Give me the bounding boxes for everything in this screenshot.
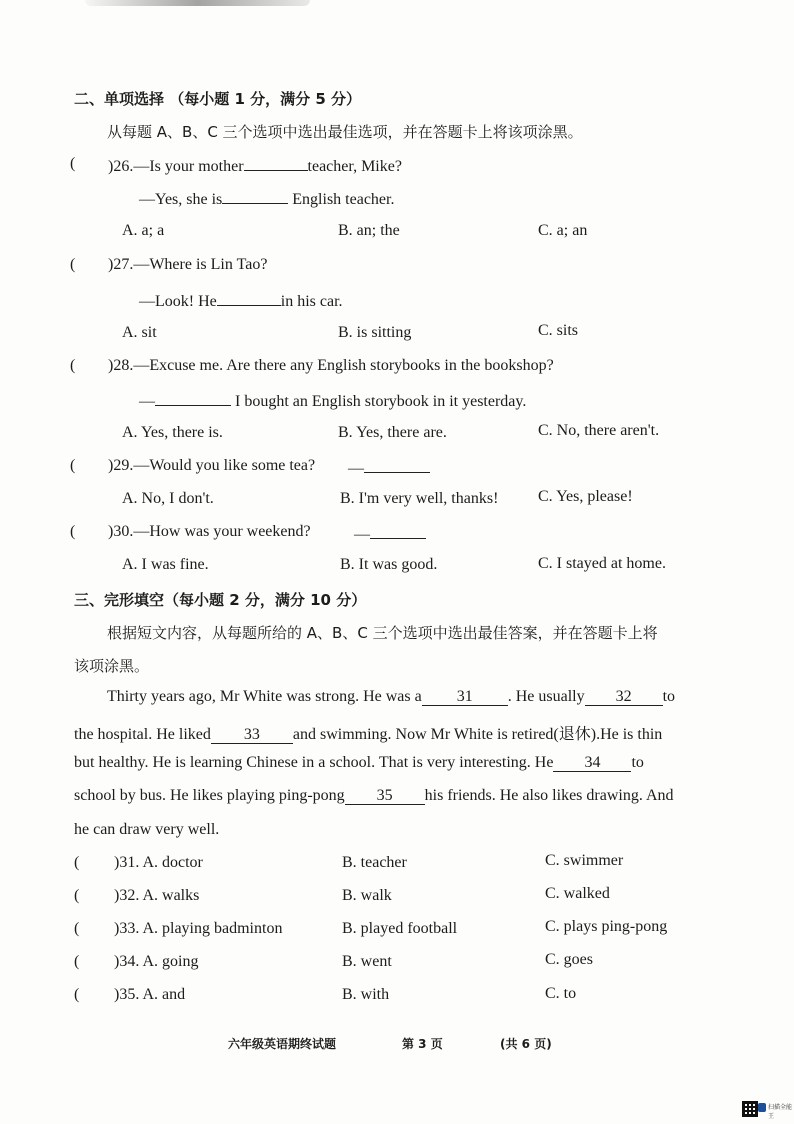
section3-heading: 三、完形填空（每小题 2 分，满分 10 分） bbox=[74, 591, 367, 609]
option-c: C. No, there aren't. bbox=[538, 422, 660, 439]
option-b: B. an; the bbox=[338, 222, 400, 239]
option-c: C. swimmer bbox=[545, 852, 624, 869]
footer-title: 六年级英语期终试题 bbox=[228, 1037, 337, 1051]
option-a: A. walks bbox=[142, 887, 200, 904]
passage-line-5: he can draw very well. bbox=[74, 821, 220, 838]
answer-paren[interactable]: ( bbox=[74, 887, 80, 904]
answer-paren[interactable]: ( bbox=[70, 155, 76, 172]
option-b: B. teacher bbox=[342, 854, 407, 871]
option-b: B. played football bbox=[342, 920, 458, 937]
question-number: )26. bbox=[108, 158, 134, 175]
section2-heading: 二、单项选择 （每小题 1 分，满分 5 分） bbox=[74, 90, 361, 108]
answer-paren[interactable]: ( bbox=[70, 357, 76, 374]
option-a: A. I was fine. bbox=[122, 556, 209, 573]
blank-31: 31 bbox=[422, 689, 508, 706]
option-c: C. plays ping-pong bbox=[545, 918, 668, 935]
scan-smudge bbox=[85, 0, 310, 6]
answer-blank bbox=[370, 523, 426, 539]
section2-instruction: 从每题 A、B、C 三个选项中选出最佳选项，并在答题卡上将该项涂黑。 bbox=[107, 123, 583, 141]
option-a: A. Yes, there is. bbox=[122, 424, 223, 441]
scanner-watermark: 扫描全能王 bbox=[768, 1104, 793, 1120]
option-a: A. going bbox=[142, 953, 199, 970]
answer-blank bbox=[155, 390, 231, 406]
option-c: C. Yes, please! bbox=[538, 488, 633, 505]
question-number: )35. bbox=[114, 986, 140, 1003]
option-a: A. playing badminton bbox=[142, 920, 283, 937]
section3-instruction-line1: 根据短文内容，从每题所给的 A、B、C 三个选项中选出最佳答案，并在答题卡上将 bbox=[107, 624, 658, 642]
question-number: )33. bbox=[114, 920, 140, 937]
answer-paren[interactable]: ( bbox=[70, 457, 76, 474]
section3-instruction-line2: 该项涂黑。 bbox=[74, 657, 150, 675]
question-number: )29. bbox=[108, 457, 134, 474]
answer-blank bbox=[217, 290, 281, 306]
answer-paren[interactable]: ( bbox=[74, 920, 80, 937]
option-b: B. Yes, there are. bbox=[338, 424, 447, 441]
option-a: A. sit bbox=[122, 324, 157, 341]
question-number: )32. bbox=[114, 887, 140, 904]
question-number: )28. bbox=[108, 357, 134, 374]
option-b: B. walk bbox=[342, 887, 392, 904]
question-number: )34. bbox=[114, 953, 140, 970]
option-a: A. and bbox=[142, 986, 186, 1003]
footer-page: 第 3 页 bbox=[402, 1037, 443, 1051]
option-a: A. a; a bbox=[122, 222, 165, 239]
option-b: B. with bbox=[342, 986, 390, 1003]
footer-total-pages: (共 6 页) bbox=[500, 1037, 552, 1051]
option-c: C. goes bbox=[545, 951, 593, 968]
option-b: B. I'm very well, thanks! bbox=[340, 490, 499, 507]
answer-blank bbox=[222, 188, 288, 204]
scanner-logo-icon bbox=[758, 1103, 766, 1112]
option-c: C. a; an bbox=[538, 222, 588, 239]
option-a: A. No, I don't. bbox=[122, 490, 214, 507]
blank-33: 33 bbox=[211, 727, 293, 744]
answer-paren[interactable]: ( bbox=[74, 854, 80, 871]
option-a: A. doctor bbox=[142, 854, 203, 871]
answer-paren[interactable]: ( bbox=[74, 953, 80, 970]
option-c: C. sits bbox=[538, 322, 579, 339]
answer-blank bbox=[364, 457, 430, 473]
blank-32: 32 bbox=[585, 689, 663, 706]
blank-35: 35 bbox=[345, 788, 425, 805]
option-b: B. is sitting bbox=[338, 324, 412, 341]
qr-code-icon bbox=[742, 1101, 758, 1117]
answer-paren[interactable]: ( bbox=[74, 986, 80, 1003]
option-b: B. went bbox=[342, 953, 392, 970]
answer-paren[interactable]: ( bbox=[70, 523, 76, 540]
question-number: )31. bbox=[114, 854, 140, 871]
option-c: C. I stayed at home. bbox=[538, 555, 666, 572]
option-c: C. to bbox=[545, 985, 577, 1002]
answer-paren[interactable]: ( bbox=[70, 256, 76, 273]
question-number: )27. bbox=[108, 256, 134, 273]
option-c: C. walked bbox=[545, 885, 610, 902]
blank-34: 34 bbox=[553, 755, 631, 772]
question-number: )30. bbox=[108, 523, 134, 540]
answer-blank bbox=[244, 155, 308, 171]
option-b: B. It was good. bbox=[340, 556, 438, 573]
